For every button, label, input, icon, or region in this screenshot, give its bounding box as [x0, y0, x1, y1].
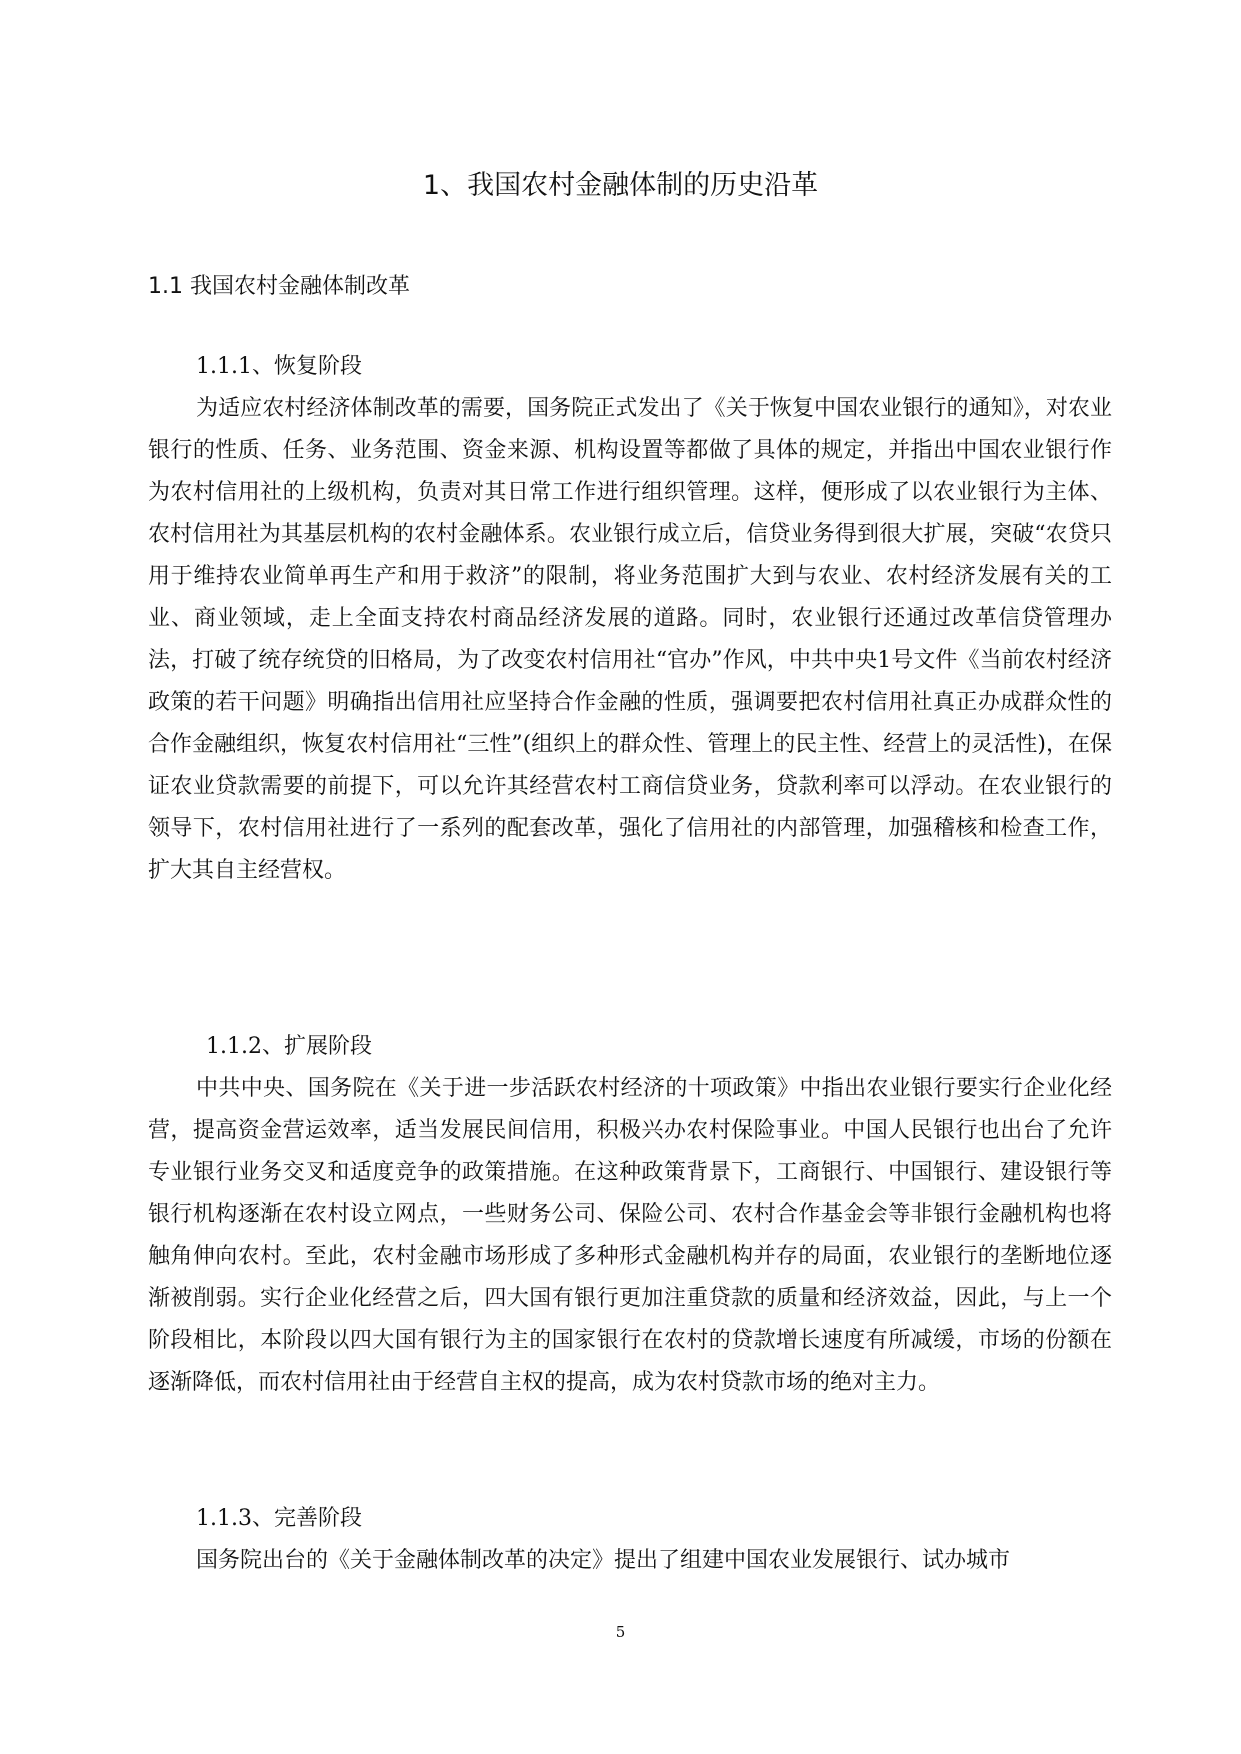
chapter-title: 1、我国农村金融体制的历史沿革 [422, 170, 819, 201]
subsection-paragraph: 中共中央、国务院在《关于进一步活跃农村经济的十项政策》中指出农业银行要实行企业化经营，提高资金营运效率，适当发展民间信用，积极兴办农村保险事业。中国人民银行也出台了允许专业银行业务交叉和适度竞争的政策措施。在这种政策背景下，工商银行、中国银行、建设银行等银行机构逐渐在农村设立网点，一些财务公司、保险公司、农村合作基金会等非银行金融机构也将触角伸向农村。至此，农村金融市场形成了多种形式金融机构并存的局面，农业银行的垄断地位逐渐被削弱。实行企业化经营之后，四大国有银行更加注重贷款的质量和经济效益，因此，与上一个阶段相比，本阶段以四大国有银行为主的国家银行在农村的贷款增长速度有所减缓，市场的份额在逐渐降低，而农村信用社由于经营自主权的提高，成为农村贷款市场的绝对主力。 [148, 1076, 1112, 1395]
subsection-paragraph: 为适应农村经济体制改革的需要，国务院正式发出了《关于恢复中国农业银行的通知》，对农业银行的性质、任务、业务范围、资金来源、机构设置等都做了具体的规定，并指出中国农业银行作为农村信用社的上级机构，负责对其日常工作进行组织管理。这样，便形成了以农业银行为主体、农村信用社为其基层机构的农村金融体系。农业银行成立后，信贷业务得到很大扩展，突破“农贷只用于维持农业简单再生产和用于救济”的限制，将业务范围扩大到与农业、农村经济发展有关的工业、商业领域，走上全面支持农村商品经济发展的道路。同时，农业银行还通过改革信贷管理办法，打破了统存统贷的旧格局，为了改变农村信用社“官办”作风，中共中央1号文件《当前农村经济政策的若干问题》明确指出信用社应坚持合作金融的性质，强调要把农村信用社真正办成群众性的合作金融组织，恢复农村信用社“三性”(组织上的群众性、管理上的民主性、经营上的灵活性)，在保证农业贷款需要的前提下，可以允许其经营农村工商信贷业务，贷款利率可以浮动。在农业银行的领导下，农村信用社进行了一系列的配套改革，强化了信用社的内部管理，加强稽核和检查工作，扩大其自主经营权。 [148, 396, 1112, 883]
subsection-expansion [148, 1026, 1112, 1404]
page-number: 5 [615, 1623, 626, 1641]
subsection-improvement [148, 1498, 1112, 1582]
subsection-paragraph: 国务院出台的《关于金融体制改革的决定》提出了组建中国农业发展银行、试办城市 [196, 1548, 1011, 1573]
subsection-recovery [148, 346, 1112, 892]
subsection-heading: 1.1.2、扩展阶段 [206, 1034, 372, 1059]
subsection-heading: 1.1.1、恢复阶段 [196, 354, 362, 379]
subsection-heading: 1.1.3、完善阶段 [196, 1506, 362, 1531]
section-title: 1.1 我国农村金融体制改革 [148, 274, 410, 299]
